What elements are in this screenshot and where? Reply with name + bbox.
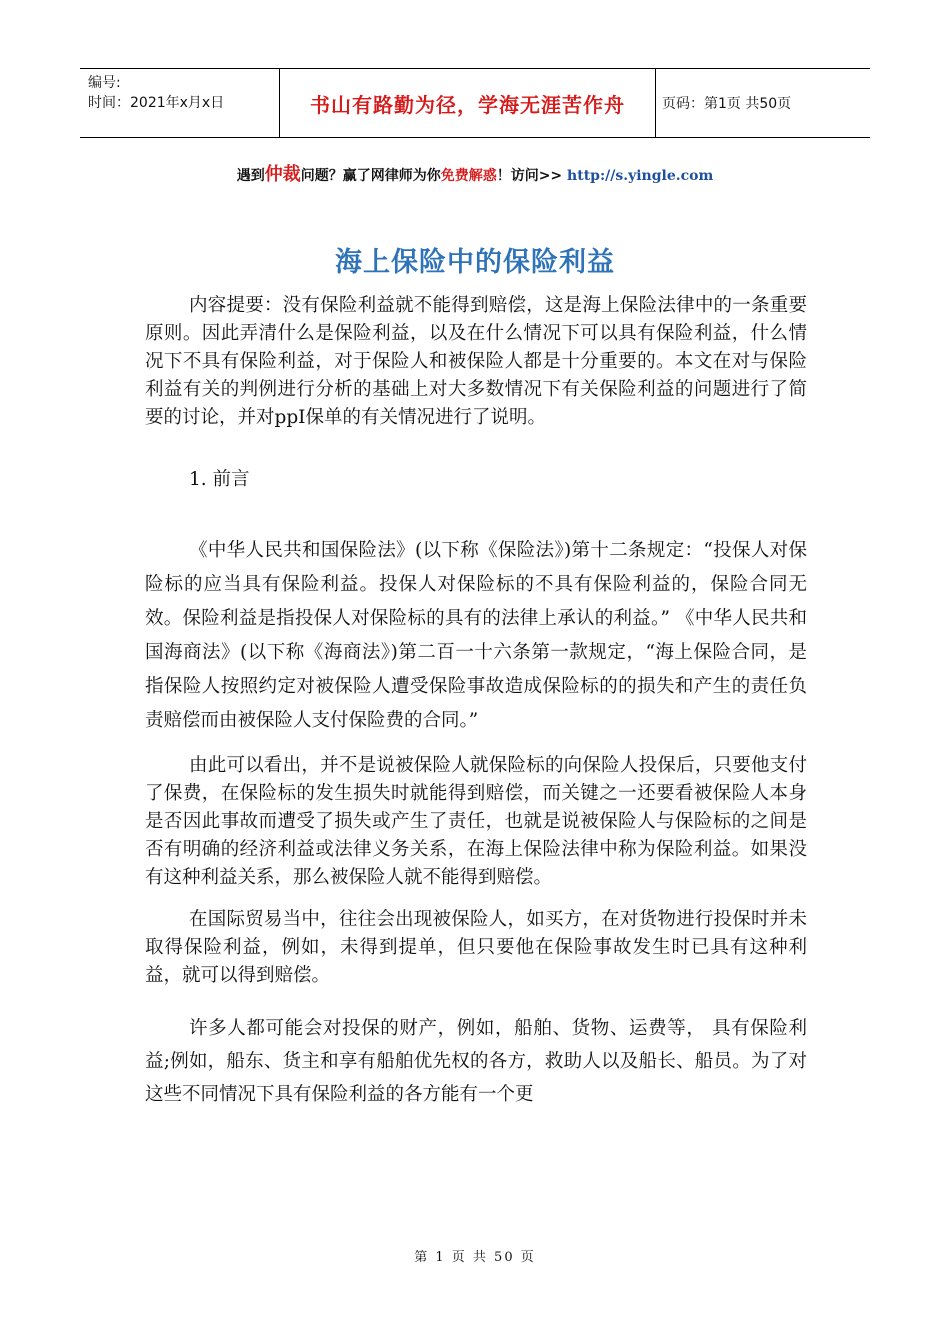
header-slogan: 书山有路勤为径，学海无涯苦作舟 bbox=[310, 92, 625, 117]
body-paragraph: 由此可以看出，并不是说被保险人就保险标的向保险人投保后，只要他支付了保费，在保险标的发生损失时就能得到赔偿，而关键之一还要看被保险人本身是否因此事故而遭受了损失或产生了责任，也就是说被保险人与保险标的之间是否有明确的经济利益或法律义务关系，在海上保险法律中称为保险利益。如果没有这种利益关系，那么被保险人就不能得到赔偿。 bbox=[145, 755, 807, 888]
header-slogan-cell bbox=[280, 69, 656, 137]
section-heading-preface: 1. 前言 bbox=[189, 469, 250, 490]
document-title: 海上保险中的保险利益 bbox=[335, 247, 615, 278]
promo-text-1: 遇到 bbox=[236, 168, 265, 184]
promo-highlight-arbitration: 仲裁 bbox=[264, 164, 301, 185]
header-meta bbox=[80, 69, 280, 137]
page-footer: 第 1 页 共 50 页 bbox=[414, 1250, 536, 1265]
promo-text-3: ！访问>> bbox=[496, 168, 568, 184]
body-paragraph: 许多人都可能会对投保的财产，例如，船舶、货物、运费等， 具有保险利益;例如，船东、货主和享有船舶优先权的各方，救助人以及船长、船员。为了对这些不同情况下具有保险利益的各方能有一个更 bbox=[145, 1018, 807, 1105]
promo-highlight-free: 免费解惑 bbox=[440, 168, 497, 184]
document-date: 时间：2021年x月x日 bbox=[88, 95, 225, 111]
page-header bbox=[80, 68, 870, 138]
law-citation-paragraph: 《中华人民共和国保险法》(以下称《保险法》)第十二条规定：“投保人对保险标的应当具有保险利益。投保人对保险标的不具有保险利益的，保险合同无效。保险利益是指投保人对保险标的具有的法律上承认的利益。” 《中华人民共和国海商法》(以下称《海商法》)第二百一十六条第一款规定，“海上保险合同，是指保险人按照约定对被保险人遭受保险事故造成保险标的的损失和产生的责任负责赔偿而由被保险人支付保险费的合同。” bbox=[145, 540, 807, 731]
document-number: 编号: bbox=[88, 75, 121, 91]
header-page-info: 页码：第1页 共50页 bbox=[662, 96, 792, 112]
abstract-paragraph: 内容提要：没有保险利益就不能得到赔偿，这是海上保险法律中的一条重要原则。因此弄清什么是保险利益，以及在什么情况下可以具有保险利益，什么情况下不具有保险利益，对于保险人和被保险人都是十分重要的。本文在对与保险利益有关的判例进行分析的基础上对大多数情况下有关保险利益的问题进行了简要的讨论，并对ppI保单的有关情况进行了说明。 bbox=[145, 295, 807, 428]
document-body bbox=[145, 292, 807, 1111]
body-paragraph: 在国际贸易当中，往往会出现被保险人，如买方，在对货物进行投保时并未取得保险利益，例如，未得到提单，但只要他在保险事故发生时已具有这种利益，就可以得到赔偿。 bbox=[145, 909, 807, 986]
promo-text-2: 问题？赢了网律师为你 bbox=[300, 168, 441, 184]
promo-banner bbox=[0, 160, 950, 186]
promo-link[interactable]: http://s.yingle.com bbox=[567, 168, 714, 184]
